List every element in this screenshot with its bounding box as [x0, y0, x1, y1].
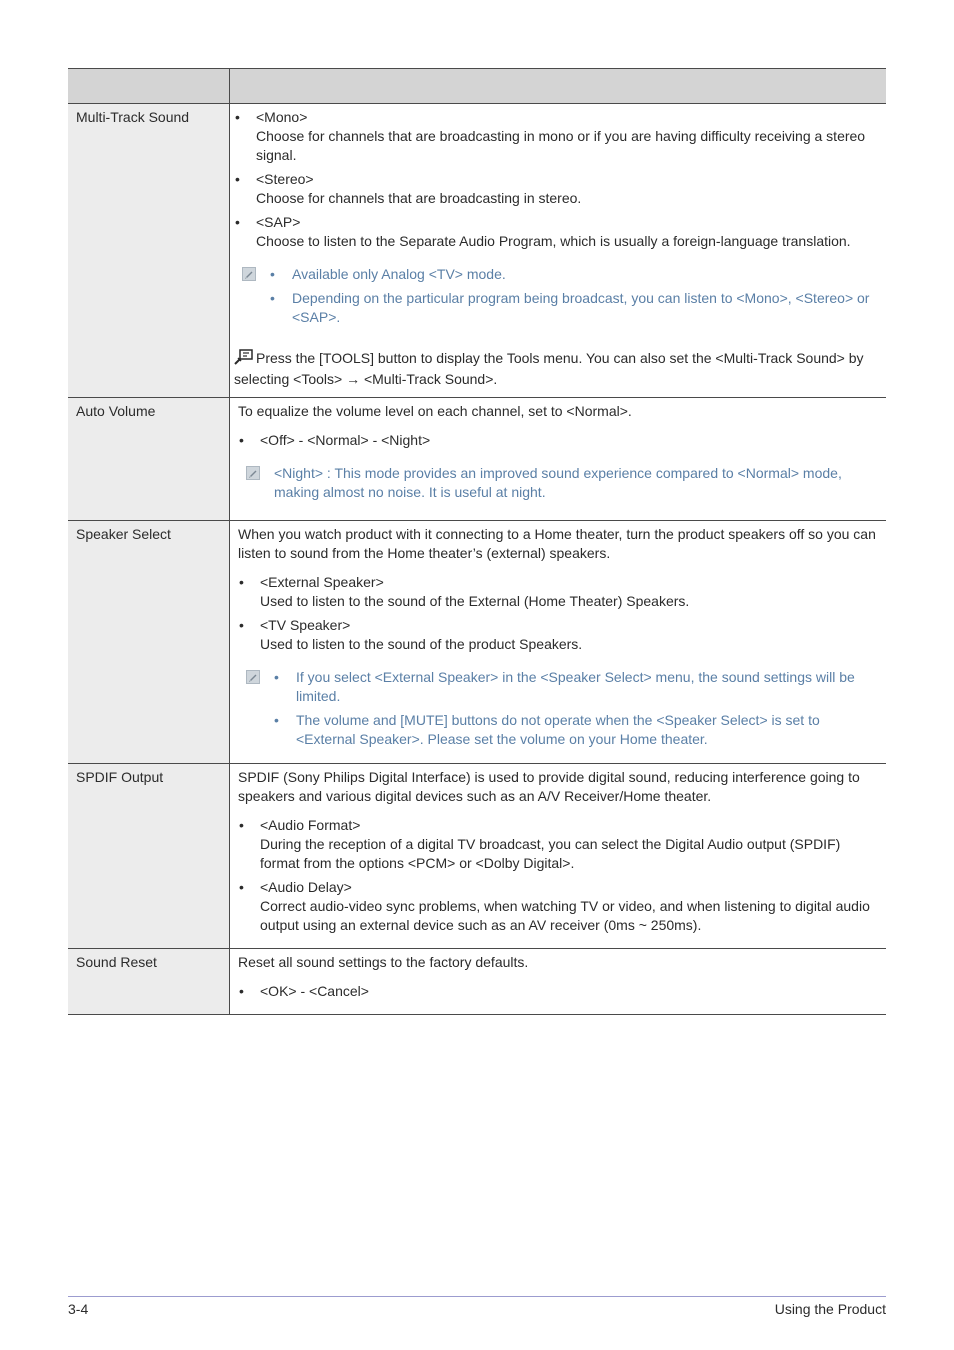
row-description: To equalize the volume level on each channel, set to <Normal>. [238, 403, 632, 419]
note-block [234, 265, 879, 327]
list-item [238, 878, 879, 935]
list-item [238, 982, 879, 1001]
option-title: • <Stereo> [256, 171, 314, 187]
note-list [274, 668, 879, 749]
option-list [238, 573, 879, 654]
option-title: • <TV Speaker> [260, 617, 351, 633]
note-pencil-icon [246, 670, 260, 684]
option-text: Used to listen to the sound of the External (Home Theater) Speakers. [260, 593, 690, 609]
tools-remote-icon [234, 349, 254, 370]
note-item: • Depending on the particular program being broadcast, you can listen to <Mono>, <Stereo> or <SAP>. [270, 289, 879, 327]
list-item [238, 431, 879, 450]
table-row [68, 104, 886, 398]
table-row [68, 521, 886, 764]
option-text: Choose to listen to the Separate Audio Program, which is usually a foreign-language translation. [256, 233, 851, 249]
option-list [238, 431, 879, 450]
note-pencil-icon [242, 267, 256, 281]
note-text: <Night> : This mode provides an improved sound experience compared to <Normal> mode, making almost no noise. It is useful at night. [274, 465, 842, 500]
option-title: • <External Speaker> [260, 574, 384, 590]
option-title: • <Mono> [256, 109, 308, 125]
option-text: Used to listen to the sound of the product Speakers. [260, 636, 583, 652]
tools-text: Press the [TOOLS] button to display the Tools menu. You can also set the <Multi-Track Sound> by selecting <Tools> → <Multi-Track Sound>. [234, 350, 864, 387]
option-text: During the reception of a digital TV broadcast, you can select the Digital Audio output (SPDIF) format from the options <PCM> or <Dolby Digital>. [260, 836, 841, 871]
option-text: Correct audio-video sync problems, when watching TV or video, and when listening to digital audio output using an external device such as an AV receiver (0ms ~ 250ms). [260, 898, 870, 933]
row-description: SPDIF (Sony Philips Digital Interface) is used to provide digital sound, reducing interference going to speakers and various digital devices such as an A/V Receiver/Home theater. [238, 769, 860, 804]
option-text: Choose for channels that are broadcasting in stereo. [256, 190, 582, 206]
option-title: • <Audio Format> [260, 817, 361, 833]
page-number: 3-4 [68, 1301, 89, 1317]
note-block [238, 464, 879, 502]
row-name: Sound Reset [76, 954, 157, 970]
header-cell-description [230, 69, 887, 104]
list-item [234, 213, 879, 251]
row-description: When you watch product with it connecting to a Home theater, turn the product speakers off so you can listen to sound from the Home theater’s (external) speakers. [238, 526, 876, 561]
tools-tip [234, 349, 879, 389]
option-text: Choose for channels that are broadcasting in mono or if you are having difficulty receiving a stereo signal. [256, 128, 866, 163]
note-block [238, 668, 879, 749]
option-title: • <SAP> [256, 214, 301, 230]
note-pencil-icon [246, 466, 260, 480]
option-title: • <Off> - <Normal> - <Night> [260, 432, 431, 448]
option-list [234, 108, 879, 251]
option-title: • <OK> - <Cancel> [260, 983, 369, 999]
note-list [270, 265, 879, 327]
row-name: Multi-Track Sound [76, 109, 190, 125]
row-name: Auto Volume [76, 403, 156, 419]
list-item [234, 108, 879, 165]
option-list [238, 982, 879, 1001]
list-item [234, 170, 879, 208]
table-row [68, 764, 886, 949]
row-description: Reset all sound settings to the factory defaults. [238, 954, 529, 970]
note-item: • The volume and [MUTE] buttons do not operate when the <Speaker Select> is set to <External Speaker>. Please set the volume on your Home theater. [274, 711, 879, 749]
row-name: SPDIF Output [76, 769, 164, 785]
row-name: Speaker Select [76, 526, 171, 542]
list-item [238, 573, 879, 611]
footer-divider [68, 1296, 886, 1297]
header-cell-menu [68, 69, 230, 104]
table-header-row [68, 69, 886, 104]
note-item: • Available only Analog <TV> mode. [270, 265, 879, 284]
note-item: • If you select <External Speaker> in the <Speaker Select> menu, the sound settings will be limited. [274, 668, 879, 706]
table-row [68, 949, 886, 1015]
settings-table [68, 68, 886, 1015]
list-item [238, 616, 879, 654]
table-row [68, 398, 886, 521]
option-title: • <Audio Delay> [260, 879, 352, 895]
option-list [238, 816, 879, 935]
section-title: Using the Product [774, 1301, 886, 1317]
list-item [238, 816, 879, 873]
